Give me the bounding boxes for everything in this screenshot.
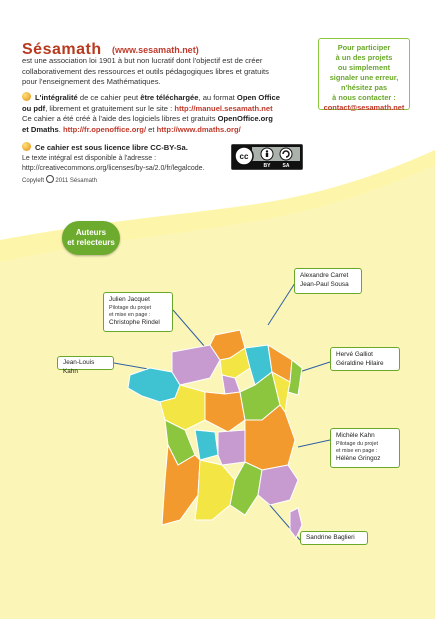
manuel-link[interactable]: http://manuel.sesamath.net bbox=[174, 103, 273, 113]
copyleft-label: Copyleft bbox=[22, 177, 45, 184]
download-strong: et Dmaths bbox=[22, 124, 59, 134]
contact-line: ou simplement bbox=[337, 63, 391, 72]
author-box-kahn-m bbox=[330, 428, 400, 468]
contact-line: Pour participer bbox=[337, 43, 391, 52]
author-name: Michèle Kahn bbox=[336, 432, 375, 439]
license-url-link[interactable]: http://creativecommons.org/licenses/by-sa/2.0/fr/legalcode. bbox=[22, 165, 205, 172]
download-strong: L'intégralité bbox=[35, 93, 78, 102]
license-name: CC-BY-Sa bbox=[150, 143, 186, 152]
france-regions bbox=[128, 330, 302, 538]
author-name: Hélène Gringoz bbox=[336, 454, 381, 462]
author-name: Julien Jacquet bbox=[109, 296, 150, 303]
cc-badge-sa: SA bbox=[282, 163, 290, 169]
contact-email-link[interactable]: contact@sesamath.net bbox=[323, 103, 405, 112]
author-name: Christophe Rindel bbox=[109, 318, 160, 326]
cc-badge-by: BY bbox=[263, 163, 271, 169]
download-text: . bbox=[58, 124, 63, 134]
download-strong: ou pdf bbox=[22, 103, 46, 113]
authors-heading-line: et relecteurs bbox=[67, 238, 115, 247]
author-name: Hervé Galliot bbox=[336, 351, 373, 358]
contact-line: à un des projets bbox=[335, 53, 393, 62]
contact-line: n'hésitez pas bbox=[340, 83, 388, 92]
author-box-jacquet bbox=[103, 292, 173, 332]
contact-line: signaler une erreur, bbox=[329, 73, 399, 82]
author-box-galliot bbox=[330, 347, 400, 371]
license-text: Ce cahier est sous licence libre bbox=[35, 143, 151, 152]
author-box-baglieri bbox=[300, 531, 368, 545]
intro-line: collaborativement des ressources et outils pédagogiques libres et gratuits bbox=[22, 66, 269, 76]
author-name: Jean-Louis Kahn bbox=[63, 359, 95, 375]
download-text: , librement et gratuitement sur le site : bbox=[45, 103, 175, 113]
author-name: Jean-Paul Sousa bbox=[300, 280, 349, 288]
author-role: et mise en page : bbox=[336, 447, 378, 454]
download-strong: OpenOffice.org bbox=[217, 114, 273, 123]
sesamath-url-link[interactable]: (www.sesamath.net) bbox=[112, 45, 199, 55]
author-box-kahn-jl bbox=[57, 356, 114, 375]
download-text: Ce cahier a été créé à l'aide des logiciels libres et gratuits bbox=[22, 114, 218, 123]
contact-line: à nous contacter : bbox=[332, 93, 396, 102]
openoffice-link[interactable]: http://fr.openoffice.org/ bbox=[62, 124, 147, 134]
author-name: Alexandre Carret bbox=[300, 272, 349, 279]
author-role: et mise en page : bbox=[109, 311, 151, 318]
copyleft-year: 2011 Sésamath bbox=[55, 177, 97, 184]
license-text: Le texte intégral est disponible à l'adresse : bbox=[22, 154, 157, 162]
intro-line: pour l'enseignement des Mathématiques. bbox=[22, 77, 161, 86]
author-name: Géraldine Hilaire bbox=[336, 359, 384, 367]
license-text: . bbox=[185, 143, 188, 152]
dmaths-link[interactable]: http://www.dmaths.org/ bbox=[156, 124, 241, 134]
author-name: Sandrine Baglieri bbox=[306, 534, 355, 541]
authors-heading-line: Auteurs bbox=[75, 228, 107, 237]
download-strong: Open Office bbox=[236, 93, 280, 102]
cc-badge-cc: cc bbox=[239, 152, 249, 161]
author-role: Pilotage du projet bbox=[109, 304, 151, 311]
intro-line: est une association loi 1901 à but non lucratif dont l'objectif est de créer bbox=[22, 56, 263, 65]
sesamath-logo: Sésamath bbox=[22, 41, 102, 58]
download-text: de ce cahier peut bbox=[77, 93, 141, 102]
download-strong: être téléchargée bbox=[140, 93, 199, 102]
download-text: , au format bbox=[198, 93, 237, 102]
download-text: et bbox=[146, 124, 157, 134]
author-box-carret bbox=[294, 268, 362, 294]
author-role: Pilotage du projet bbox=[336, 440, 378, 447]
